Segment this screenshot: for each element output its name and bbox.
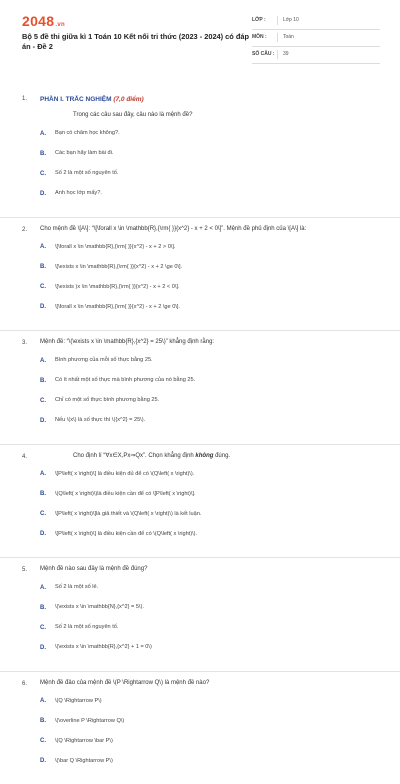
option-c[interactable]: C. Số 2 là một số nguyên tố. <box>40 623 210 633</box>
answer-options <box>40 129 380 209</box>
question-3 <box>0 331 400 445</box>
exam-meta <box>252 13 380 64</box>
option-c[interactable]: C. \(Q \Rightarrow \bar P\) <box>40 736 210 746</box>
question-text: Trong các câu sau đây, câu nào là mệnh đề? <box>73 111 378 121</box>
question-number: 4. <box>22 454 27 460</box>
option-b[interactable]: B. Có ít nhất một số thực mà bình phương của nó bằng 25. <box>40 376 210 386</box>
emphasis-word: không <box>195 453 213 459</box>
question-number: 2. <box>22 227 27 233</box>
option-a[interactable]: A. \[P\left( x \right)\] là điều kiện đủ để có \(Q\left( x \right)\). <box>40 469 210 479</box>
option-d[interactable]: D. \(\bar Q \Rightarrow P\) <box>40 756 210 766</box>
option-d[interactable]: D. \[P\left( x \right)\] là điều kiện cần để có \(Q\left( x \right)\). <box>40 529 210 539</box>
option-c[interactable]: C. Chỉ có một số thực bình phương bằng 25. <box>40 396 210 406</box>
option-a[interactable]: A. Số 2 là một số lẻ. <box>40 583 210 593</box>
option-b[interactable]: B. \(\exists x \in \mathbb{N},{x^2} = 5\). <box>40 603 210 613</box>
option-a[interactable]: A. Bình phương của mỗi số thực bằng 25. <box>40 356 210 366</box>
answer-options <box>40 583 380 663</box>
question-number: 6. <box>22 681 27 687</box>
meta-subject: MÔN : Toán <box>252 30 380 47</box>
answer-options <box>40 356 380 436</box>
meta-question-count: SỐ CÂU : 39 <box>252 47 380 64</box>
answer-options <box>40 696 380 776</box>
answer-options <box>40 469 380 549</box>
question-number: 3. <box>22 340 27 346</box>
option-c[interactable]: C. \[P\left( x \right)\]là giả thiết và \(Q\left( x \right)\) là kết luận. <box>40 509 210 519</box>
document-title: Bộ 5 đề thi giữa kì 1 Toán 10 Kết nối tri thức (2023 - 2024) có đáp án - Đề 2 <box>22 32 252 52</box>
option-b[interactable]: B. \[\exists x \in \mathbb{R},{\rm{ }}{x^2} - x + 2 \ge 0\]. <box>40 262 210 272</box>
option-b[interactable]: B. Các bạn hãy làm bài đi. <box>40 149 210 159</box>
question-4 <box>0 445 400 559</box>
option-d[interactable]: D. Anh học lớp mấy?. <box>40 189 210 199</box>
question-5 <box>0 558 400 672</box>
answer-options <box>40 242 380 322</box>
question-number: 1. <box>22 96 27 102</box>
option-a[interactable]: A. \[\forall x \in \mathbb{R},{\rm{ }}{x^2} - x + 2 > 0\]. <box>40 242 210 252</box>
option-a[interactable]: A. \(Q \Rightarrow P\) <box>40 696 210 706</box>
question-list <box>0 96 400 784</box>
question-number: 5. <box>22 567 27 573</box>
option-d[interactable]: D. \(\exists x \in \mathbb{R},{x^2} + 1 = 0\) <box>40 643 210 653</box>
question-text: Mệnh đề đảo của mệnh đề \(P \Rightarrow Q\) là mệnh đề nào? <box>40 679 378 689</box>
question-text: Cho định lí “∀x∈X,Px⇒Qx”. Chọn khẳng định không đúng. <box>73 452 378 462</box>
option-c[interactable]: C. \[\exists )x \in \mathbb{R},{\rm{ }}{x^2} - x + 2 < 0\]. <box>40 282 210 292</box>
option-a[interactable]: A. Bạn có chăm học không?. <box>40 129 210 139</box>
question-text: Mệnh đề: “\(\exists x \in \mathbb{R},{x^2} = 25\)” khẳng định rằng: <box>40 338 378 348</box>
question-text: Mệnh đề nào sau đây là mệnh đề đúng? <box>40 565 378 575</box>
question-6 <box>0 672 400 784</box>
option-d[interactable]: D. \[\forall x \in \mathbb{R},{\rm{ }}{x^2} - x + 2 \ge 0\]. <box>40 302 210 312</box>
page-header <box>0 0 400 64</box>
option-c[interactable]: C. Số 2 là một số nguyên tố. <box>40 169 210 179</box>
question-text: Cho mệnh đề \[A\]: “\[\forall x \in \mathbb{R},{\rm{ }}{x^2} - x + 2 < 0\]”. Mệnh đề phủ định của \[A\] là: <box>40 225 378 235</box>
option-d[interactable]: D. Nếu \(x\) là số thực thì \({x^2} = 25\). <box>40 416 210 426</box>
section-heading: PHẦN I. TRẮC NGHIỆM (7,0 điểm) <box>40 96 400 103</box>
option-b[interactable]: B. \(\overline P \Rightarrow Q\) <box>40 716 210 726</box>
site-logo[interactable]: 2048.vn <box>22 13 65 29</box>
meta-grade: LỚP : Lớp 10 <box>252 13 380 30</box>
question-2 <box>0 218 400 332</box>
option-b[interactable]: B. \(Q\left( x \right)\)là điều kiện cần để có \[P\left( x \right)\]. <box>40 489 210 499</box>
question-1 <box>0 96 400 218</box>
